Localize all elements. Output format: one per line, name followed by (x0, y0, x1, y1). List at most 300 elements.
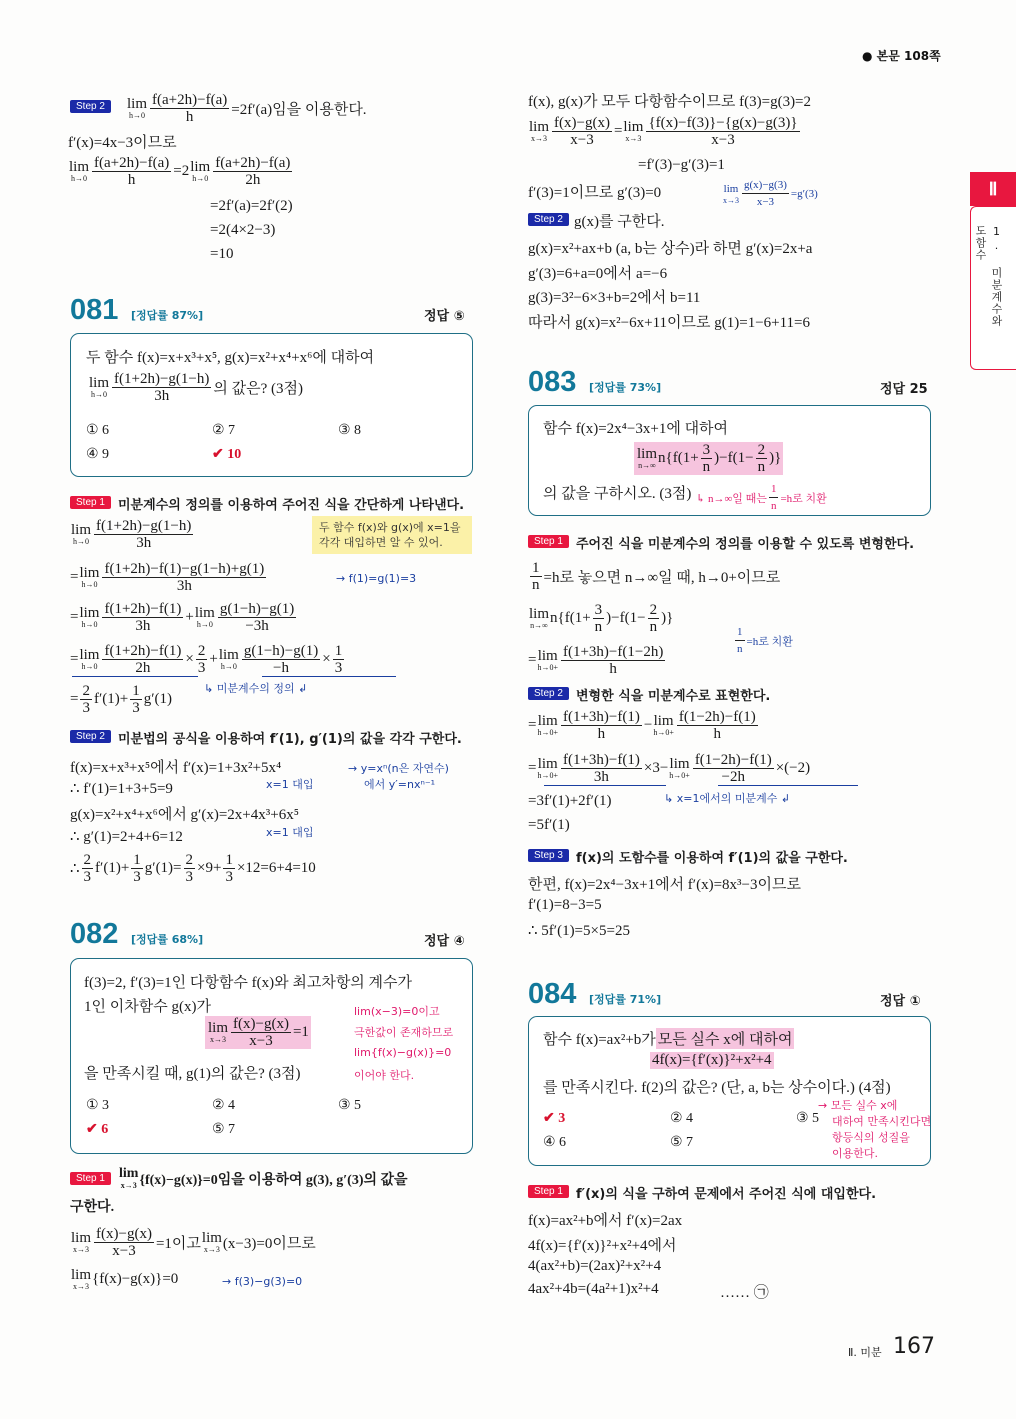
answer-label: 정답 25 (880, 382, 928, 397)
denominator: 3h (593, 769, 609, 785)
limit-subscript: h→0 (196, 620, 213, 629)
fraction (242, 643, 320, 676)
limit (127, 97, 147, 120)
math-line (528, 602, 673, 635)
math-line (528, 921, 630, 940)
numerator: 1 (769, 481, 779, 498)
math-text: 의 값을 구하시오. (3점) (543, 486, 692, 502)
choice-5-checked[interactable]: ✔ 10 (212, 447, 242, 462)
math-text: =2f′(a)=2f′(2) (210, 198, 293, 214)
math-line (70, 803, 299, 824)
limit-subscript: x→3 (531, 134, 547, 143)
limit-symbol: lim (79, 565, 100, 581)
choice-5[interactable]: ⑤ 7 (212, 1122, 236, 1137)
choice-1-checked[interactable]: ✔ 3 (543, 1111, 566, 1126)
choice-5[interactable]: ⑤ 7 (670, 1135, 694, 1150)
math-text: ×9+ (197, 860, 222, 876)
numerator: 2 (82, 683, 90, 699)
choice-3[interactable]: ③ 5 (796, 1111, 820, 1126)
math-line (70, 1268, 178, 1291)
annotation: → f(1)=g(1)=3 (336, 572, 417, 585)
math-text: 의 값은? (3점) (213, 381, 303, 397)
numerator: f(a+2h)−f(a) (215, 155, 291, 171)
denominator: n (594, 619, 603, 635)
limit-subscript: h→0 (129, 111, 145, 120)
math-line (528, 262, 667, 283)
math-text: + (185, 609, 194, 625)
math-text: ↳ n→∞일 때는 (696, 492, 767, 505)
math-text: ∴ g′(1)=2+4+6=12 (70, 829, 183, 845)
math-text: 4f(x)={f′(x)}²+x²+4에서 (528, 1238, 677, 1254)
limit-symbol: lim (71, 1230, 92, 1246)
highlighted-text: 4f(x)={f′(x)}²+x²+4 (652, 1052, 772, 1068)
numerator: f(a+2h)−f(a) (152, 92, 228, 108)
math-text: − (643, 717, 653, 733)
fraction (561, 709, 642, 742)
step-badge: Step 2 (70, 100, 111, 113)
numerator: 2 (197, 643, 206, 659)
limit-subscript: x→3 (73, 1282, 89, 1291)
numerator: f(1+3h)−f(1−2h) (562, 644, 664, 660)
math-text: g(x)를 구한다. (574, 214, 665, 230)
question-text (543, 417, 728, 438)
fraction (701, 442, 713, 475)
denominator: h (185, 109, 194, 125)
numerator: 3 (702, 442, 711, 458)
math-line (528, 1281, 659, 1298)
numerator: f(1+3h)−f(1) (562, 752, 640, 768)
limit-symbol: lim (669, 756, 690, 772)
numerator: f(1+2h)−f(1) (104, 643, 182, 659)
fraction (593, 602, 605, 635)
step-title: 주어진 식을 미분계수의 정의를 이용할 수 있도록 변형한다. (576, 537, 915, 552)
numerator: 1 (334, 643, 343, 659)
math-line (68, 131, 177, 152)
limit-symbol: lim (194, 605, 215, 621)
math-text: n{f(1+ (658, 450, 699, 466)
limit-symbol: lim (79, 605, 100, 621)
numerator: {f(x)−f(3)}−{g(x)−g(3)} (648, 115, 798, 131)
page-number: 167 (893, 1334, 935, 1359)
annotation: lim{f(x)−g(x)}=0 (354, 1046, 452, 1059)
limit (69, 160, 89, 183)
annotation: → 모든 실수 x에 (818, 1099, 898, 1112)
fraction (735, 624, 745, 657)
math-text: =2 (173, 163, 190, 179)
limit (71, 523, 91, 546)
math-text: {f(x)−g(x)}=0임을 이용하여 g(3), g′(3)의 값을 (139, 1172, 408, 1188)
choice-2[interactable]: ② 7 (212, 423, 236, 438)
math-text: ×3− (643, 760, 669, 776)
limit (79, 606, 99, 629)
numerator: 1 (225, 852, 233, 868)
limit (89, 376, 109, 399)
limit-subscript: n→∞ (530, 621, 548, 630)
denominator: 3h (135, 618, 151, 634)
math-line (528, 181, 661, 202)
step-title (118, 1167, 408, 1190)
limit (79, 648, 99, 671)
limit-subscript: h→0+ (669, 771, 690, 780)
numerator: f(1−2h)−f(1) (694, 752, 772, 768)
page-ref-text: 본문 108쪽 (876, 49, 941, 63)
fraction (94, 518, 193, 551)
step-badge: Step 2 (528, 687, 569, 700)
limit (637, 447, 657, 470)
fraction (561, 644, 665, 677)
math-line (528, 793, 611, 810)
math-line (210, 246, 233, 263)
numerator: g(x)−g(3) (742, 177, 789, 194)
denominator: n (532, 577, 540, 593)
fraction (82, 852, 94, 885)
fraction (231, 1016, 291, 1049)
math-text: 을 만족시킬 때, g(1)의 값은? (3점) (84, 1066, 301, 1082)
denominator: 3 (132, 700, 140, 716)
fraction (102, 561, 266, 594)
limit-subscript: h→0+ (537, 771, 558, 780)
fraction (218, 601, 296, 634)
step-title: 미분계수의 정의를 이용하여 주어진 식을 간단하게 나타낸다. (118, 498, 465, 513)
math-line (70, 601, 298, 634)
math-text: 4(ax²+b)=(2ax)²+x²+4 (528, 1258, 662, 1274)
fraction (184, 852, 196, 885)
problem-number: 081 (70, 294, 119, 326)
math-text: =3f′(1)+2f′(1) (528, 793, 612, 809)
annotation (722, 177, 818, 210)
fraction (769, 481, 779, 514)
step-badge: Step 1 (70, 1172, 111, 1185)
denominator: 3h (154, 388, 170, 404)
fraction (333, 643, 345, 676)
denominator: 3 (197, 660, 206, 676)
math-text: =h로 치환 (746, 635, 793, 648)
limit-subscript: h→0 (71, 174, 87, 183)
math-line (528, 873, 801, 894)
numerator: 1 (532, 560, 540, 576)
limit-symbol: lim (127, 96, 148, 112)
denominator: 3 (185, 869, 194, 885)
underline (718, 785, 858, 786)
numerator: f(1+2h)−g(1−h) (114, 371, 210, 387)
denominator: 3 (83, 869, 92, 885)
limit-symbol: lim (529, 606, 550, 622)
numerator: g(1−h)−g(1) (219, 601, 295, 617)
limit-symbol: lim (119, 1166, 139, 1181)
limit-symbol: lim (537, 713, 558, 729)
math-line (528, 817, 570, 834)
annotation: → f(3)−g(3)=0 (222, 1275, 303, 1288)
denominator: x−3 (711, 132, 735, 148)
limit (529, 607, 549, 630)
limit (623, 120, 643, 143)
annotation: 항등식의 성질을 (832, 1131, 910, 1144)
numerator: f(1+2h)−g(1−h) (96, 518, 192, 534)
annotation (696, 481, 827, 514)
choice-4-checked[interactable]: ✔ 6 (86, 1122, 109, 1137)
limit-subscript: n→∞ (638, 461, 656, 470)
fraction (648, 602, 660, 635)
math-line (528, 115, 802, 148)
math-line (70, 683, 172, 716)
annotation: → y=xⁿ(n은 자연수) (348, 762, 449, 775)
answer-label: 정답 ④ (424, 934, 465, 949)
question-text (543, 482, 691, 503)
annotation: x=1 대입 (266, 778, 314, 791)
math-line (528, 1209, 682, 1230)
fraction (196, 643, 208, 676)
limit-subscript: h→0 (192, 174, 209, 183)
part-tab[interactable]: Ⅱ (970, 172, 1016, 206)
denominator: n (737, 643, 743, 655)
math-text: 두 함수 f(x)=x+x³+x⁵, g(x)=x²+x⁴+x⁶에 대하여 (86, 350, 375, 366)
math-line (70, 756, 281, 777)
math-text: + (209, 651, 218, 667)
limit-subscript: x→3 (120, 1181, 137, 1190)
math-text: = (528, 717, 537, 733)
numerator: 2 (757, 442, 766, 458)
numerator: 1 (735, 624, 745, 641)
fraction (742, 177, 789, 210)
limit-subscript: x→3 (203, 1245, 220, 1254)
underline (72, 676, 198, 677)
math-text: 함수 f(x)=2x⁴−3x+1에 대하여 (543, 421, 729, 437)
limit-symbol: lim (537, 756, 558, 772)
numerator: f(x)−g(x) (233, 1016, 289, 1032)
limit-symbol: lim (623, 119, 644, 135)
question-text (86, 346, 374, 367)
fraction (131, 852, 143, 885)
annotation: ↳ 미분계수의 정의 ↲ (204, 682, 308, 695)
question-condition (650, 1052, 774, 1069)
fraction (92, 155, 171, 188)
annotation: x=1 대입 (266, 826, 314, 839)
limit-subscript: h→0+ (537, 728, 558, 737)
math-text: =g′(3) (790, 187, 818, 200)
equation-tag-text: …… ㉠ (720, 1285, 769, 1301)
limit (219, 648, 239, 671)
numerator: 2 (649, 602, 658, 618)
math-line (68, 155, 294, 188)
limit (208, 1021, 228, 1044)
math-text: f(x), g(x)가 모두 다항함수이므로 f(3)=g(3)=2 (528, 94, 812, 110)
choice-2[interactable]: ② 4 (212, 1098, 236, 1113)
math-line (528, 752, 810, 785)
fraction (646, 115, 799, 148)
correct-rate: [정답률 71%] (589, 993, 662, 1006)
math-line (528, 560, 780, 593)
math-text: × (322, 651, 331, 667)
limit-subscript: h→0 (91, 390, 107, 399)
math-text: )} (769, 450, 782, 466)
step-title: 변형한 식을 미분계수로 표현한다. (576, 689, 771, 704)
math-line (126, 92, 367, 125)
numerator: f(1−2h)−f(1) (678, 709, 756, 725)
math-text: f(x)=ax²+b에서 f′(x)=2ax (528, 1213, 683, 1229)
choice-4[interactable]: ④ 9 (86, 447, 110, 462)
math-line (528, 286, 700, 307)
annotation (733, 624, 793, 657)
denominator: 3h (176, 578, 192, 594)
math-text: ∴ 5f′(1)=5×5=25 (528, 923, 630, 939)
math-line (70, 852, 316, 885)
problem-number: 082 (70, 918, 119, 950)
math-text: g′(1)= (144, 860, 182, 876)
limit-symbol: lim (529, 119, 550, 135)
step-badge: Step 3 (528, 849, 569, 862)
denominator: 3 (133, 869, 141, 885)
math-text: =f′(3)−g′(3)=1 (638, 157, 725, 173)
math-text: 따라서 g(x)=x²−6x+11이므로 g(1)=1−6+11=6 (528, 315, 811, 331)
choice-2[interactable]: ② 4 (670, 1111, 694, 1126)
denominator: −2h (721, 769, 745, 785)
math-text: = (70, 609, 79, 625)
fraction (94, 1226, 154, 1259)
numerator: 1 (133, 852, 141, 868)
math-text: =2(4×2−3) (210, 222, 276, 238)
math-text: = (70, 691, 79, 707)
step-title: f′(x)의 식을 구하여 문제에서 주어진 식에 대입한다. (576, 1187, 877, 1202)
numerator: f(a+2h)−f(a) (94, 155, 170, 171)
limit-subscript: h→0 (73, 537, 89, 546)
limit-subscript: h→0 (81, 580, 98, 589)
denominator: 3 (225, 869, 233, 885)
fraction (530, 560, 542, 593)
math-line (528, 311, 810, 332)
fraction (677, 709, 758, 742)
limit (537, 714, 558, 737)
tip-bubble: 두 함수 f(x)와 g(x)에 x=1을 각각 대입하면 알 수 있어. (312, 516, 472, 554)
numerator: 2 (83, 852, 92, 868)
fraction (80, 683, 92, 716)
limit-symbol: lim (218, 647, 239, 663)
underline (262, 676, 396, 677)
math-text: = (70, 569, 79, 585)
question-text (84, 1062, 301, 1083)
math-text: =10 (210, 246, 234, 262)
step-badge: Step 1 (528, 535, 569, 548)
math-text: f(3)=2, f′(3)=1인 다항함수 f(x)와 최고차항의 계수가 (84, 975, 413, 991)
question-text (88, 371, 303, 404)
denominator: 2h (135, 660, 151, 676)
underline (544, 785, 666, 786)
limit-subscript: h→0 (220, 662, 237, 671)
annotation: 이어야 한다. (354, 1069, 415, 1082)
math-text: g(x)=x²+x⁴+x⁶에서 g′(x)=2x+4x³+6x⁵ (70, 807, 299, 823)
math-text: {f(x)−g(x)}=0 (92, 1271, 179, 1287)
problem-number: 083 (528, 366, 577, 398)
math-text: f′(x)=4x−3이므로 (68, 135, 177, 151)
chapter-tab[interactable]: 1. 미분계수와 도함수 (970, 206, 1016, 370)
limit-symbol: lim (653, 713, 674, 729)
math-text: g(x)=x²+ax+b (a, b는 상수)라 하면 g′(x)=2x+a (528, 241, 813, 257)
limit-symbol: lim (637, 446, 658, 462)
numerator: g(1−h)−g(1) (243, 643, 319, 659)
math-text: ∴ f′(1)=1+3+5=9 (70, 781, 173, 797)
numerator: 3 (594, 602, 603, 618)
math-line (210, 222, 275, 239)
step-title: 미분법의 공식을 이용하여 f′(1), g′(1)의 값을 각각 구한다. (118, 732, 462, 747)
math-text: g(3)=3²−6×3+b=2에서 b=11 (528, 290, 701, 306)
limit-symbol: lim (79, 647, 100, 663)
equation-tag (720, 1281, 769, 1302)
denominator: x−3 (570, 132, 594, 148)
annotation: lim(x−3)=0이고 (354, 1005, 440, 1018)
annotation: 이용한다. (832, 1147, 879, 1160)
math-text: f′(1)+ (95, 860, 130, 876)
math-text: f′(3)=1이므로 g′(3)=0 (528, 185, 662, 201)
choice-1[interactable]: ① 3 (86, 1098, 110, 1113)
fraction (112, 371, 211, 404)
limit-symbol: lim (69, 159, 90, 175)
answer-label: 정답 ⑤ (424, 309, 465, 324)
answer-label: 정답 ① (880, 994, 921, 1009)
denominator: 2h (245, 172, 261, 188)
page-reference: ● 본문 108쪽 (862, 49, 941, 63)
fraction (102, 643, 183, 676)
math-line (528, 1234, 677, 1255)
limit (529, 120, 549, 143)
limit-symbol: lim (208, 1020, 229, 1036)
denominator: 3 (334, 660, 343, 676)
choice-3[interactable]: ③ 8 (338, 423, 362, 438)
annotation: ↳ x=1에서의 미분계수 ↲ (664, 792, 791, 805)
math-line (528, 90, 811, 111)
step-badge: Step 2 (528, 213, 569, 226)
limit-subscript: x→3 (73, 1245, 89, 1254)
step-title: f(x)의 도함수를 이용하여 f′(1)의 값을 구한다. (576, 851, 848, 866)
highlighted-text: 모든 실수 x에 대하여 (656, 1028, 795, 1049)
math-text: 한편, f(x)=2x⁴−3x+1에서 f′(x)=8x³−3이므로 (528, 877, 801, 893)
annotation: 극한값이 존재하므로 (354, 1026, 454, 1039)
choice-3[interactable]: ③ 5 (338, 1098, 362, 1113)
math-text: =h로 치환 (780, 492, 827, 505)
math-line (210, 198, 293, 215)
denominator: 3h (136, 535, 152, 551)
math-text: 1인 이차함수 g(x)가 (84, 999, 211, 1015)
footer-section: Ⅱ. 미분 (848, 1346, 882, 1359)
limit-subscript: h→0 (81, 662, 98, 671)
question-condition (205, 1016, 311, 1049)
math-text: 4ax²+4b=(4a²+1)x²+4 (528, 1281, 659, 1297)
limit (79, 566, 99, 589)
fraction (552, 115, 612, 148)
step-title (574, 210, 664, 231)
limit (202, 1231, 222, 1254)
math-line (638, 157, 725, 174)
math-text: =1 (292, 1024, 309, 1040)
limit-subscript: h→0+ (537, 663, 558, 672)
choice-1[interactable]: ① 6 (86, 423, 110, 438)
limit (190, 160, 210, 183)
math-text: )−f(1− (714, 450, 754, 466)
denominator: −3h (245, 618, 269, 634)
denominator: n (770, 500, 777, 512)
question-text (84, 995, 211, 1016)
math-line (70, 643, 346, 676)
limit (195, 606, 215, 629)
annotation: 에서 y′=nxⁿ⁻¹ (364, 778, 436, 791)
limit-symbol: lim (71, 522, 92, 538)
question-expression (634, 442, 783, 475)
limit-subscript: x→3 (625, 134, 642, 143)
choice-4[interactable]: ④ 6 (543, 1135, 567, 1150)
math-text: 를 만족시킨다. f(2)의 값은? (단, a, b는 상수이다.) (4점) (543, 1080, 891, 1096)
math-line (528, 709, 760, 742)
limit-subscript: x→3 (210, 1035, 226, 1044)
limit-symbol: lim (201, 1230, 222, 1246)
math-line (528, 897, 602, 914)
